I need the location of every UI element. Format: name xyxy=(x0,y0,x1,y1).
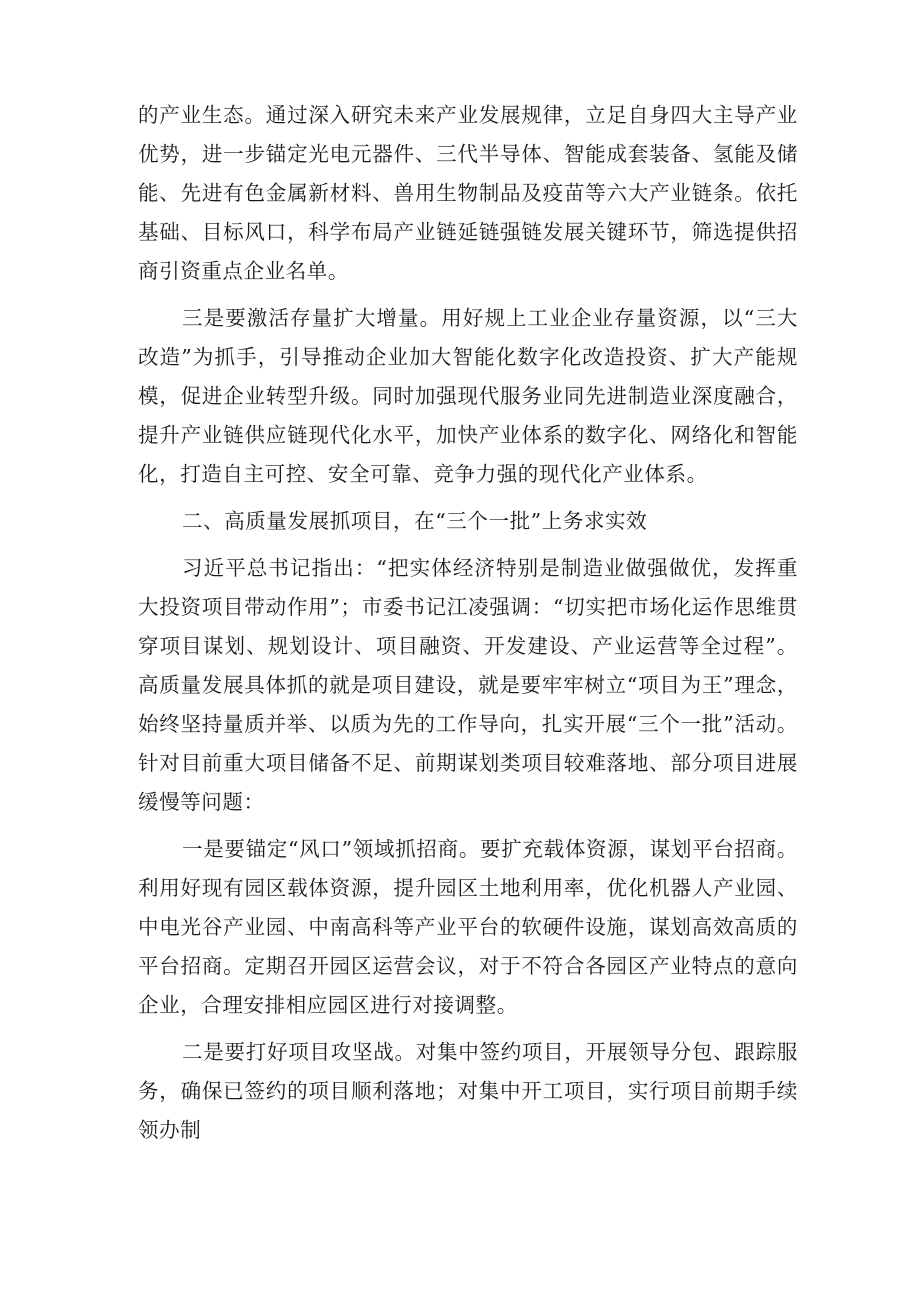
paragraph-activate-stock: 三是要激活存量扩大增量。用好规上工业企业存量资源，以“三大改造”为抓手，引导推动企业加大智能化数字化改造投资、扩大产能规模，促进企业转型升级。同时加强现代服务业同先进制造业深度融合，提升产业链供应链现代化水平，加快产业体系的数字化、网络化和智能化，打造自主可控、安全可靠、竞争力强的现代化产业体系。 xyxy=(138,306,798,486)
paragraph-project-tackling: 二是要打好项目攻坚战。对集中签约项目，开展领导分包、跟踪服务，确保已签约的项目顺利落地；对集中开工项目，实行项目前期手续领办制 xyxy=(138,1040,798,1142)
section-heading-projects: 二、高质量发展抓项目，在“三个一批”上务求实效 xyxy=(182,509,648,533)
paragraph-industry-ecology: 的产业生态。通过深入研究未来产业发展规律，立足自身四大主导产业优势，进一步锚定光电元器件、三代半导体、智能成套装备、氢能及储能、先进有色金属新材料、兽用生物制品及疫苗等六大产业链条。依托基础、目标风口，科学布局产业链延链强链发展关键环节，筛选提供招商引资重点企业名单。 xyxy=(138,103,798,283)
paragraph-investment-attraction: 一是要锚定“风口”领域抓招商。要扩充载体资源，谋划平台招商。利用好现有园区载体资源，提升园区土地利用率，优化机器人产业园、中电光谷产业园、中南高科等产业平台的软硬件设施，谋划高效高质的平台招商。定期召开园区运营会议，对于不符合各园区产业特点的意向企业，合理安排相应园区进行对接调整。 xyxy=(138,837,798,1017)
paragraph-quotes-projects: 习近平总书记指出：“把实体经济特别是制造业做强做优，发挥重大投资项目带动作用”；市委书记江凌强调：“切实把市场化运作思维贯穿项目谋划、规划设计、项目融资、开发建设、产业运营等全过程”。高质量发展具体抓的就是项目建设，就是要牢牢树立“项目为王”理念，始终坚持量质并举、以质为先的工作导向，扎实开展“三个一批”活动。针对目前重大项目储备不足、前期谋划类项目较难落地、部分项目进展缓慢等问题： xyxy=(138,556,798,814)
document-body xyxy=(138,96,798,1158)
